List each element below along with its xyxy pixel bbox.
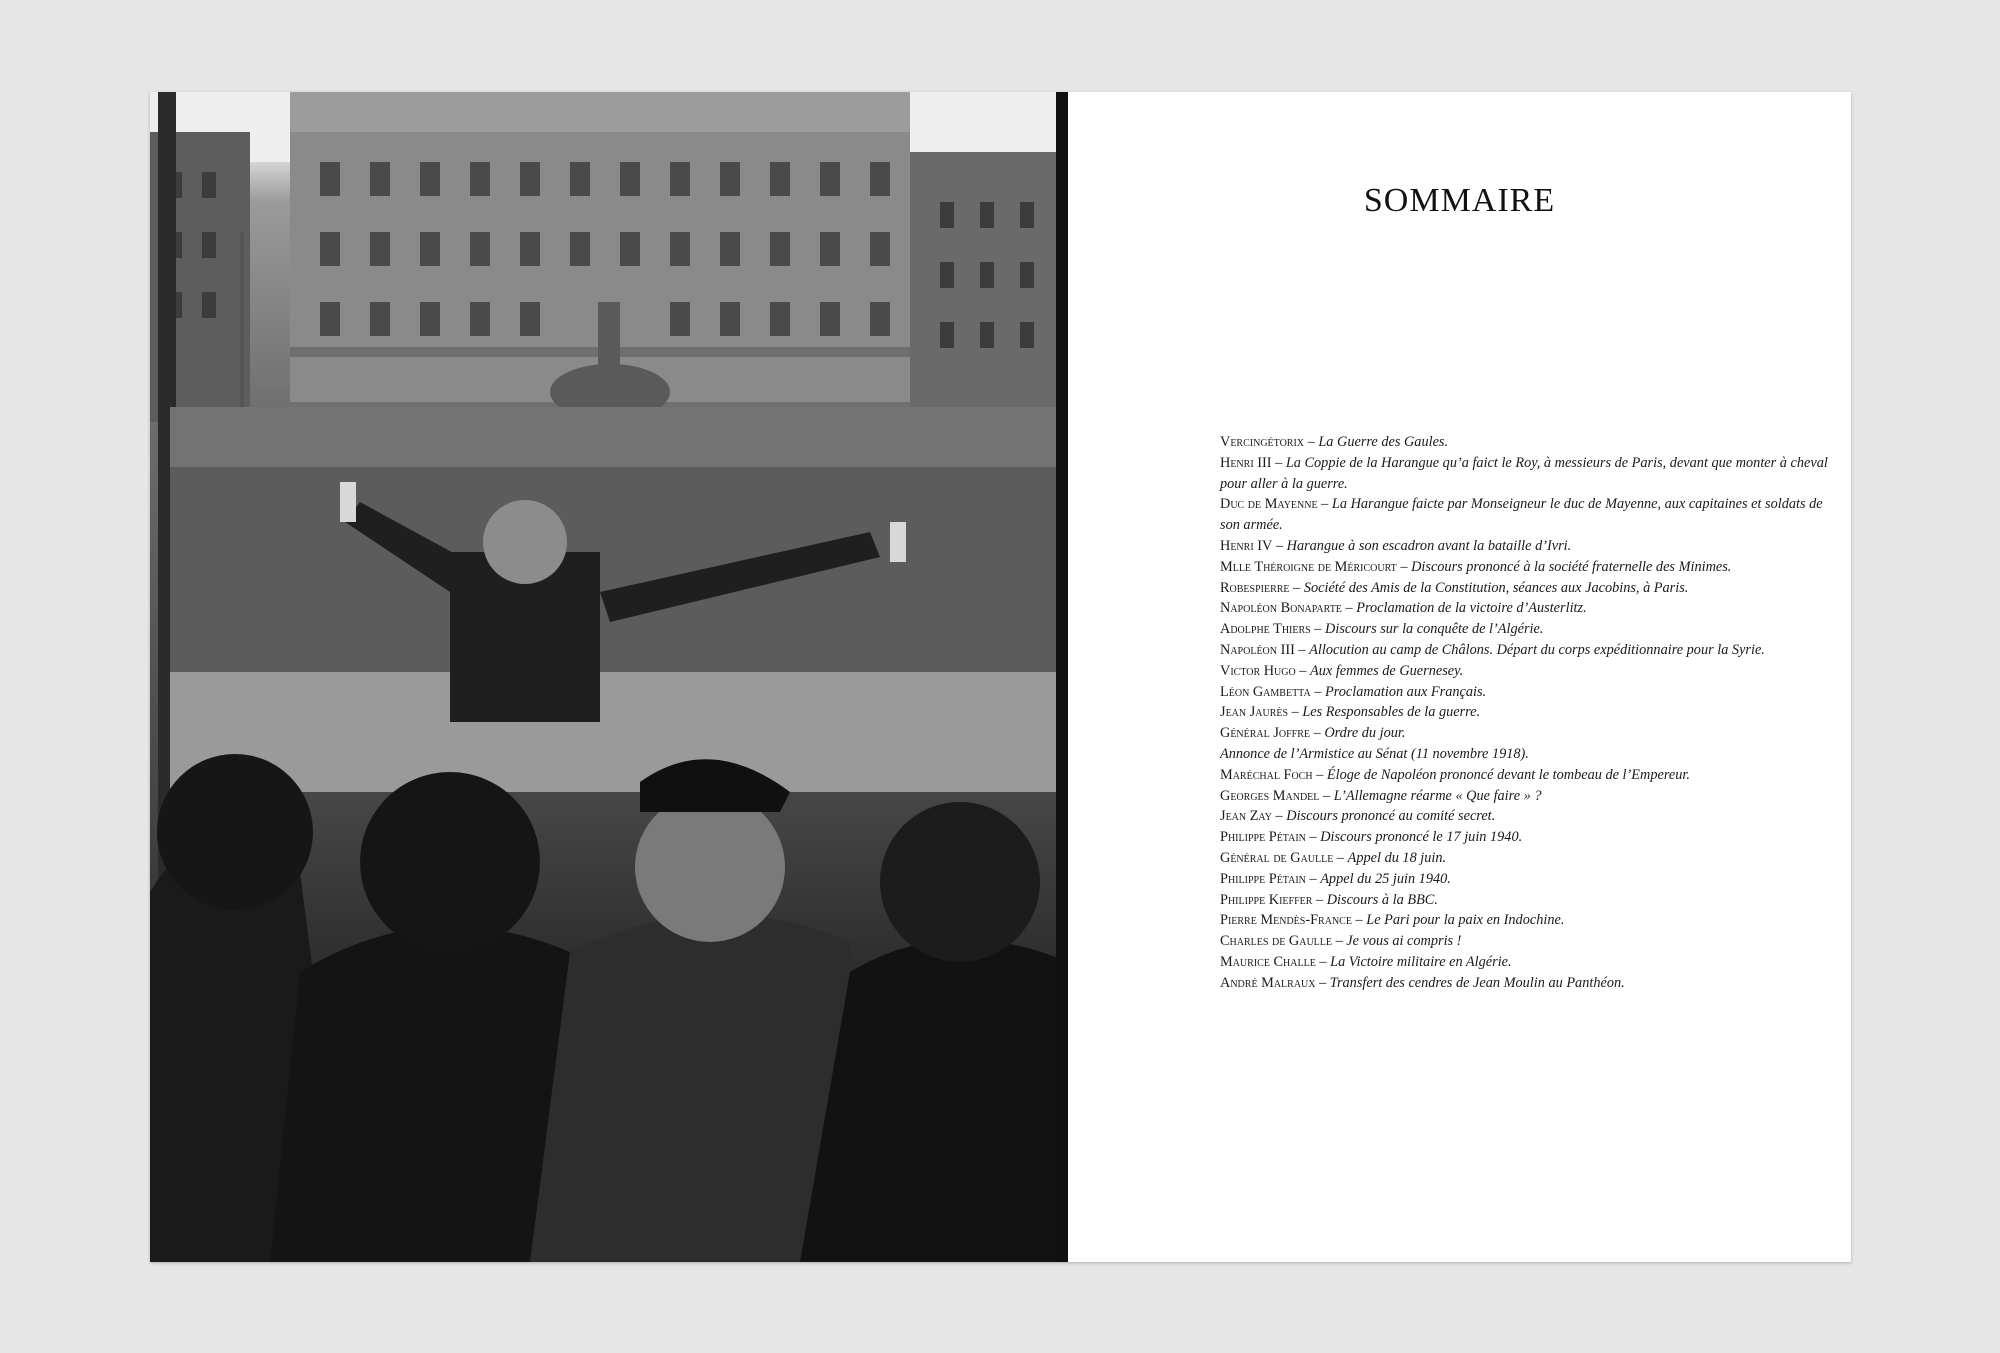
toc-author: Léon Gambetta	[1220, 683, 1311, 700]
toc-entry	[1220, 973, 1840, 994]
toc-work: Appel du 18 juin.	[1347, 849, 1447, 866]
table-of-contents	[1220, 432, 1840, 994]
toc-separator: –	[1271, 808, 1287, 825]
toc-entry	[1220, 682, 1840, 703]
toc-author: Maréchal Foch	[1220, 766, 1313, 783]
toc-work: Appel du 25 juin 1940.	[1320, 870, 1451, 887]
toc-separator: –	[1304, 434, 1319, 450]
toc-separator: –	[1312, 766, 1327, 783]
toc-entry	[1220, 786, 1840, 807]
toc-entry	[1220, 432, 1840, 453]
toc-work: Ordre du jour.	[1324, 725, 1406, 742]
toc-entry	[1220, 619, 1840, 640]
toc-author: Napoléon Bonaparte	[1220, 600, 1342, 617]
toc-separator: –	[1315, 974, 1330, 991]
toc-separator: –	[1351, 912, 1367, 929]
toc-entry	[1220, 640, 1840, 661]
toc-work: Proclamation de la victoire d’Austerlitz.	[1356, 600, 1587, 617]
toc-author: Mlle Théroigne de Méricourt	[1220, 558, 1397, 575]
toc-author: Jean Zay	[1220, 808, 1272, 825]
toc-author: Victor Hugo	[1220, 662, 1296, 679]
toc-separator: –	[1310, 621, 1326, 638]
toc-entry	[1220, 827, 1840, 848]
toc-work: Discours prononcé au comité secret.	[1286, 808, 1496, 825]
toc-work: Proclamation aux Français.	[1325, 683, 1487, 700]
toc-separator: –	[1312, 891, 1327, 908]
toc-work: Discours prononcé à la société fraternelle des Minimes.	[1411, 558, 1732, 575]
toc-separator: –	[1319, 787, 1334, 804]
toc-author: Robespierre	[1220, 579, 1290, 596]
toc-work: La Guerre des Gaules.	[1318, 434, 1449, 450]
toc-author: Georges Mandel	[1220, 787, 1320, 804]
toc-separator: –	[1333, 849, 1348, 866]
toc-entry	[1220, 453, 1840, 495]
toc-work: Discours prononcé le 17 juin 1940.	[1320, 829, 1523, 846]
toc-entry	[1220, 952, 1840, 973]
page-title: SOMMAIRE	[1363, 182, 1556, 219]
toc-author: Adolphe Thiers	[1220, 621, 1311, 638]
toc-work: Aux femmes de Guernesey.	[1310, 662, 1464, 679]
toc-entry	[1220, 744, 1840, 765]
toc-work: Discours à la BBC.	[1326, 891, 1438, 908]
toc-entry	[1220, 661, 1840, 682]
toc-work: Société des Amis de la Constitution, séances aux Jacobins, à Paris.	[1303, 579, 1689, 596]
toc-separator: –	[1288, 704, 1303, 721]
toc-entry	[1220, 890, 1840, 911]
toc-author: André Malraux	[1220, 974, 1316, 991]
toc-work: La Coppie de la Harangue qu’a faict le Roy, à messieurs de Paris, devant que monter à cheval pour aller à la guerre.	[1220, 454, 1828, 492]
toc-separator: –	[1295, 662, 1311, 679]
toc-entry	[1220, 806, 1840, 827]
toc-separator: –	[1396, 558, 1412, 575]
crowd-photograph-drawing	[150, 92, 1068, 1262]
toc-separator: –	[1310, 725, 1325, 742]
toc-entry	[1220, 557, 1840, 578]
toc-separator: –	[1272, 537, 1287, 554]
toc-work: L’Allemagne réarme « Que faire » ?	[1333, 787, 1542, 804]
toc-entry	[1220, 702, 1840, 723]
toc-entry	[1220, 598, 1840, 619]
toc-author: Philippe Pétain	[1220, 829, 1306, 846]
toc-separator: –	[1341, 600, 1357, 617]
toc-separator: –	[1317, 496, 1332, 513]
book-spread	[150, 92, 1851, 1262]
crowd-photograph	[150, 92, 1068, 1262]
toc-work: Je vous ai compris !	[1346, 933, 1462, 950]
toc-author: Jean Jaurès	[1220, 704, 1289, 721]
contents-page	[1068, 92, 1851, 1262]
toc-work: Harangue à son escadron avant la bataille d’Ivri.	[1286, 537, 1572, 554]
toc-work: Éloge de Napoléon prononcé devant le tombeau de l’Empereur.	[1326, 766, 1690, 783]
toc-separator: –	[1289, 579, 1304, 596]
toc-author: Pierre Mendès-France	[1220, 912, 1352, 929]
toc-separator: –	[1271, 454, 1286, 471]
toc-work: Annonce de l’Armistice au Sénat (11 novembre 1918).	[1220, 745, 1529, 762]
toc-author: Maurice Challe	[1220, 953, 1316, 970]
toc-author: Napoléon III	[1220, 641, 1295, 658]
toc-separator: –	[1332, 933, 1347, 950]
toc-separator: –	[1310, 683, 1326, 700]
toc-work: Transfert des cendres de Jean Moulin au Panthéon.	[1329, 974, 1625, 991]
toc-author: Général de Gaulle	[1220, 849, 1334, 866]
toc-author: Henri III	[1220, 454, 1272, 471]
toc-entry	[1220, 578, 1840, 599]
toc-entry	[1220, 910, 1840, 931]
toc-entry	[1220, 765, 1840, 786]
toc-author: Charles de Gaulle	[1220, 933, 1332, 950]
toc-work: Le Pari pour la paix en Indochine.	[1366, 912, 1565, 929]
toc-work: La Victoire militaire en Algérie.	[1330, 953, 1512, 970]
toc-work: Les Responsables de la guerre.	[1302, 704, 1481, 721]
toc-work: Discours sur la conquête de l’Algérie.	[1325, 621, 1544, 638]
toc-author: Philippe Kieffer	[1220, 891, 1313, 908]
toc-author: Henri IV	[1220, 537, 1273, 554]
toc-work: Allocution au camp de Châlons. Départ du corps expéditionnaire pour la Syrie.	[1309, 641, 1765, 658]
toc-entry	[1220, 723, 1840, 744]
toc-entry	[1220, 494, 1840, 536]
toc-separator: –	[1294, 641, 1310, 658]
toc-author: Duc de Mayenne	[1220, 496, 1318, 513]
toc-author: Philippe Pétain	[1220, 870, 1306, 887]
toc-author: Vercingétorix	[1220, 434, 1305, 450]
toc-entry	[1220, 848, 1840, 869]
toc-separator: –	[1305, 870, 1321, 887]
toc-separator: –	[1315, 953, 1331, 970]
toc-work: La Harangue faicte par Monseigneur le duc de Mayenne, aux capitaines et soldats de son armée.	[1220, 496, 1823, 534]
toc-author: Général Joffre	[1220, 725, 1311, 742]
toc-separator: –	[1305, 829, 1321, 846]
toc-entry	[1220, 869, 1840, 890]
toc-entry	[1220, 536, 1840, 557]
toc-entry	[1220, 931, 1840, 952]
